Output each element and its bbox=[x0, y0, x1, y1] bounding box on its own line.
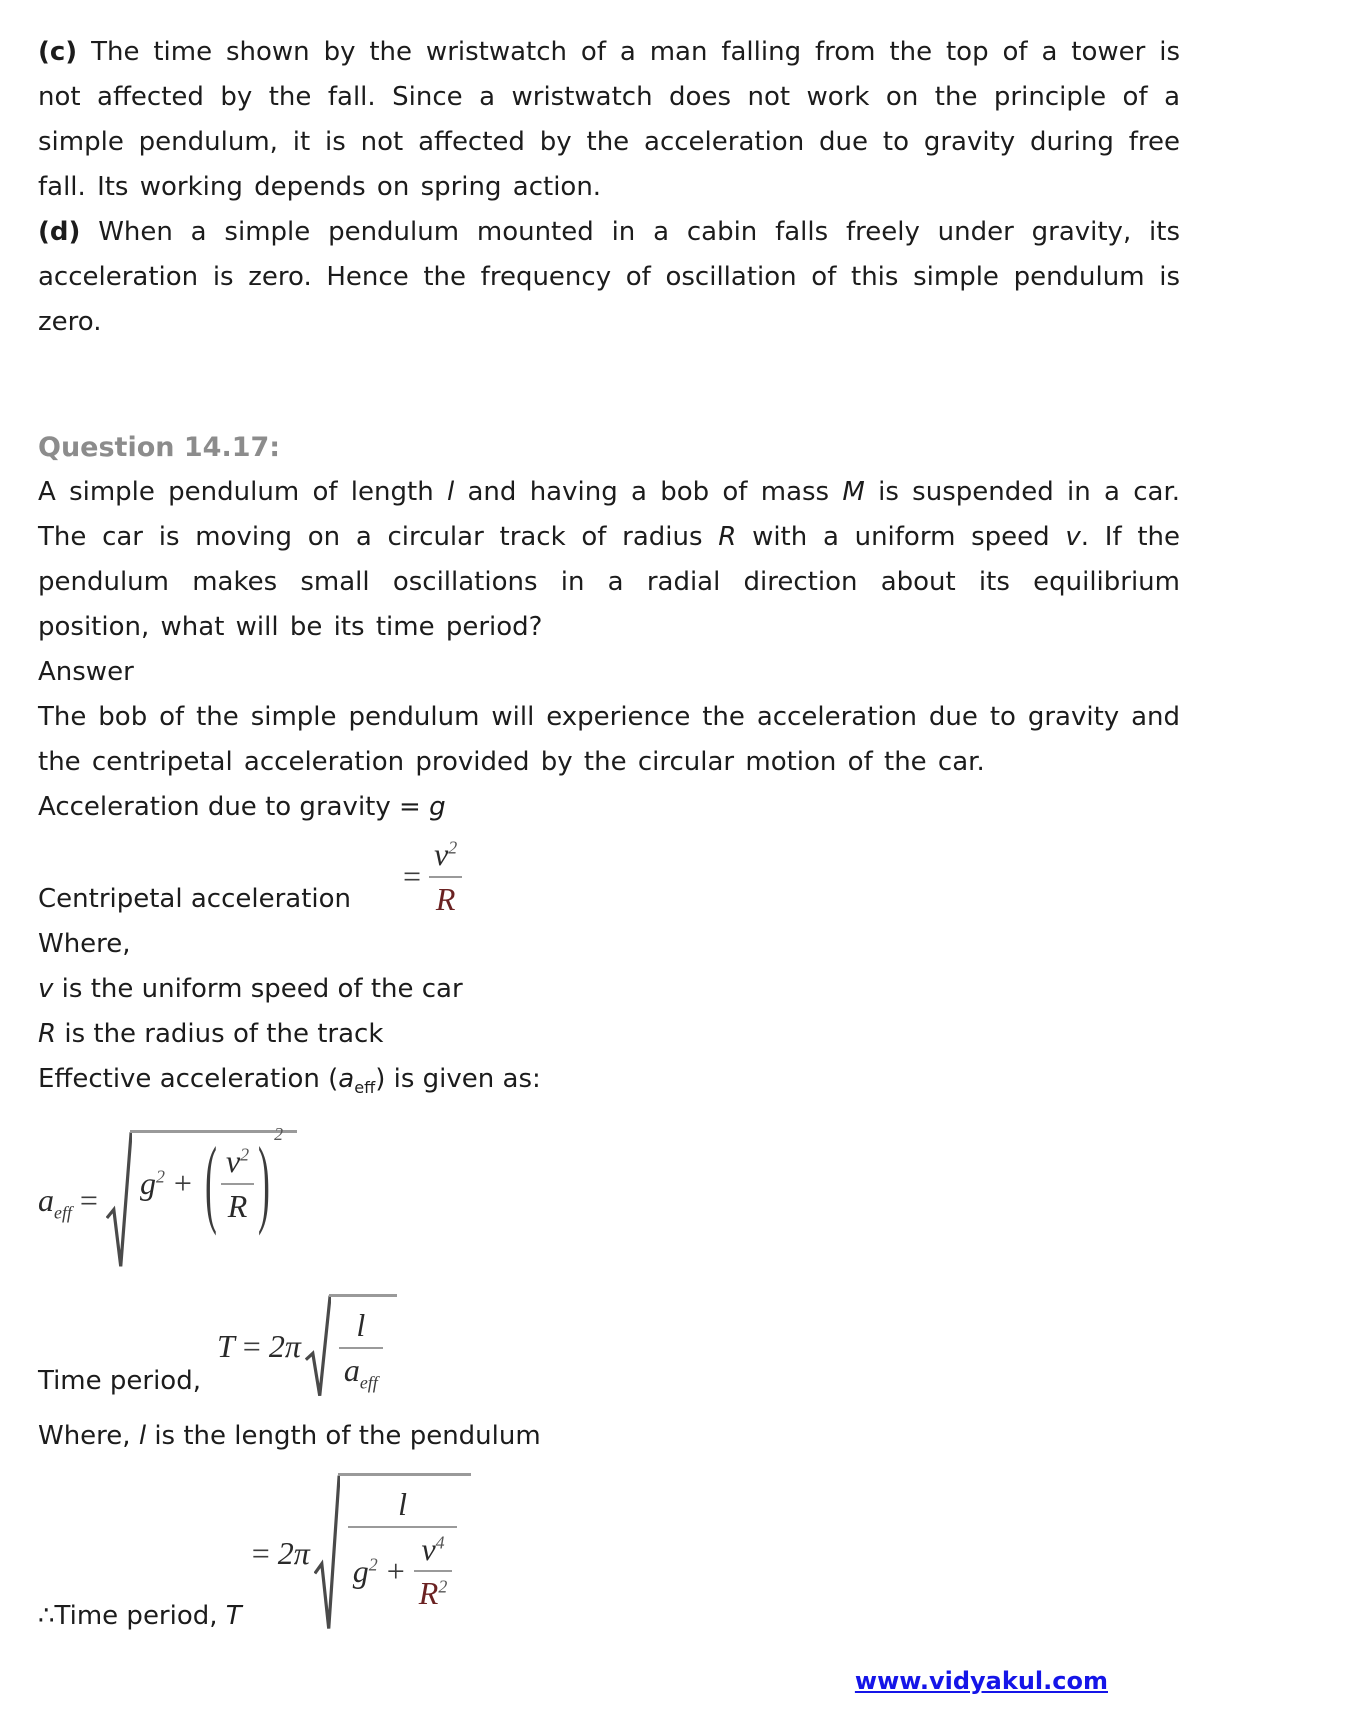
fraction-l-over-aeff bbox=[339, 1306, 383, 1392]
fraction-bar bbox=[348, 1526, 458, 1528]
T-variable: T bbox=[216, 1328, 235, 1365]
paragraph-d bbox=[38, 210, 1180, 345]
time-period-row bbox=[38, 1294, 1180, 1404]
radical-sign-icon bbox=[305, 1294, 331, 1400]
r-definition: R is the radius of the track bbox=[38, 1018, 384, 1049]
fraction-bar bbox=[414, 1570, 453, 1572]
radicand: $g^2$ + ( $\frac{v^2}{R}$ ) $^2$ bbox=[130, 1130, 297, 1225]
equals-sign: = bbox=[251, 1535, 270, 1572]
right-paren: ) bbox=[258, 1129, 271, 1238]
denominator: R bbox=[435, 880, 456, 917]
centripetal-row bbox=[38, 836, 1180, 922]
fraction-v2-over-R bbox=[429, 836, 462, 918]
denominator: $a_{eff}$ bbox=[343, 1351, 378, 1392]
fraction-bar bbox=[429, 876, 462, 878]
paragraph-d-text: When a simple pendulum mounted in a cabin falls freely under gravity, its acceleration is zero. Hence the frequency of oscillation of this simple pendulum is zero. bbox=[38, 217, 1180, 337]
equals-sign: = bbox=[79, 1182, 98, 1219]
formula-time-period bbox=[217, 1294, 397, 1400]
paragraph-c-text: The time shown by the wristwatch of a man falling from the top of a tower is not affected by the fall. Since a wristwatch does not work on the principle of a simple pendulum, it is not affected by the acceleration due to gravity during free fall. Its working depends on spring action. bbox=[38, 37, 1180, 202]
fraction-v2-over-R bbox=[221, 1143, 254, 1225]
paragraph-c bbox=[38, 30, 1180, 210]
gravity-line: Acceleration due to gravity = g bbox=[38, 792, 446, 822]
left-paren: ( bbox=[205, 1129, 217, 1238]
v-definition: v is the uniform speed of the car bbox=[38, 973, 463, 1004]
formula-centripetal-acceleration bbox=[403, 836, 462, 918]
where-label: Where, bbox=[38, 928, 131, 959]
time-period-label: Time period, bbox=[38, 1365, 201, 1396]
radical-sign-icon bbox=[314, 1473, 340, 1635]
paragraph-c-label: (c) bbox=[38, 37, 78, 67]
question-text: A simple pendulum of length l and having a bob of mass M is suspended in a car. The car is moving on a circular track of radius R with a uniform speed v. If the pendulum makes small oscillations in a radial direction about its equilibrium position, what will be its time period? bbox=[38, 477, 1181, 642]
square-root bbox=[314, 1473, 472, 1635]
answer-label: Answer bbox=[38, 657, 134, 687]
main-fraction bbox=[348, 1486, 458, 1612]
fraction-v4-over-R2 bbox=[414, 1531, 453, 1613]
radicand bbox=[329, 1294, 397, 1392]
square-root bbox=[106, 1123, 297, 1272]
numerator: $v^2$ bbox=[434, 836, 458, 872]
radical-sign-icon bbox=[106, 1130, 132, 1272]
answer-explanation: The bob of the simple pendulum will experience the acceleration due to gravity and the centripetal acceleration provided by the circular motion of the car. bbox=[38, 702, 1180, 777]
numerator: l bbox=[356, 1306, 366, 1343]
g-squared-term: $g^2$ bbox=[139, 1165, 165, 1202]
final-label: ∴Time period, T bbox=[38, 1600, 242, 1631]
denominator bbox=[348, 1531, 458, 1613]
formula-final bbox=[252, 1473, 472, 1635]
two-pi: 2π bbox=[268, 1328, 301, 1365]
equals-sign: = bbox=[403, 858, 422, 895]
numerator: $v^4$ bbox=[421, 1530, 445, 1567]
two-pi: 2π bbox=[277, 1535, 310, 1572]
where-l-line: Where, l is the length of the pendulum bbox=[38, 1420, 541, 1451]
denominator: R bbox=[227, 1187, 248, 1224]
equals-sign: = bbox=[242, 1328, 261, 1365]
footer-link[interactable]: www.vidyakul.com bbox=[854, 1667, 1108, 1695]
plus-sign: + bbox=[386, 1552, 405, 1589]
plus-sign: + bbox=[173, 1165, 192, 1202]
effective-acceleration-line: Effective acceleration $(a_{eff})$ is given as: bbox=[38, 1063, 541, 1097]
numerator: $v^2$ bbox=[225, 1142, 250, 1179]
square-root bbox=[305, 1294, 397, 1400]
centripetal-label: Centripetal acceleration bbox=[38, 883, 352, 914]
fraction-bar bbox=[339, 1347, 383, 1349]
paragraph-d-label: (d) bbox=[38, 217, 81, 247]
aeff-variable: $a_{eff}$ bbox=[38, 1182, 72, 1223]
numerator: l bbox=[398, 1485, 407, 1522]
formula-effective-acceleration bbox=[38, 1123, 297, 1272]
radicand bbox=[338, 1473, 472, 1612]
question-heading: Question 14.17: bbox=[38, 432, 281, 463]
fraction-bar bbox=[221, 1183, 254, 1185]
final-row bbox=[38, 1473, 1180, 1639]
denominator: $R^2$ bbox=[418, 1575, 448, 1612]
g-squared-term: $g^2$ bbox=[352, 1552, 378, 1589]
